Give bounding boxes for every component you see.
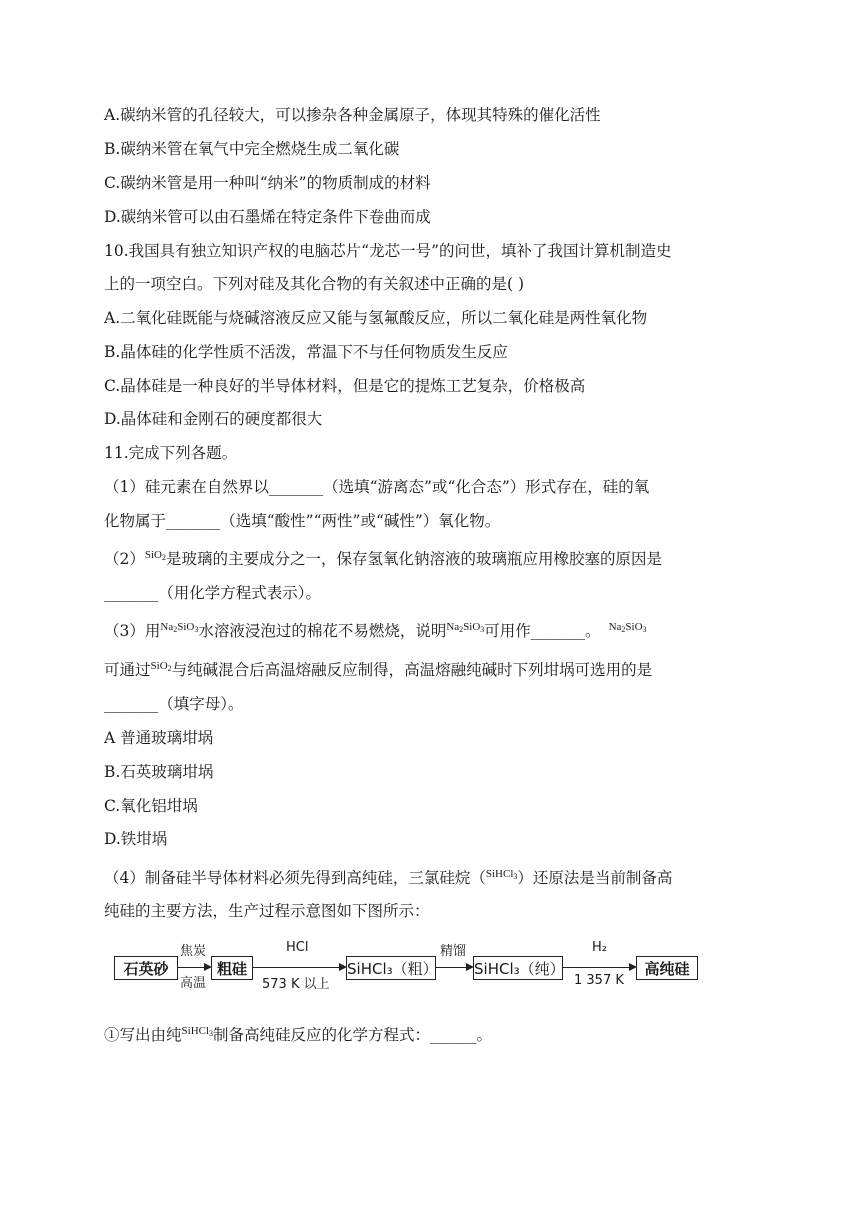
- q11-part4-line1: [104, 868, 672, 893]
- formula-sio2: SiO2: [144, 549, 166, 562]
- option-b-carbon-nanotube: B.碳纳米管在氧气中完全燃烧生成二氧化碳: [104, 140, 400, 158]
- option-c-silicon: C.晶体硅是一种良好的半导体材料，但是它的提炼工艺复杂，价格极高: [104, 377, 586, 395]
- flow-label-hcl: HCl: [286, 940, 309, 955]
- question-10-stem-cont: 上的一项空白。下列对硅及其化合物的有关叙述中正确的是( ): [104, 275, 525, 293]
- question-11-heading: 11.完成下列各题。: [104, 444, 238, 462]
- formula-sihcl3: SiHCl3: [181, 1025, 214, 1038]
- flow-label-coke: 焦炭: [180, 944, 207, 959]
- production-flow-diagram: [114, 940, 704, 990]
- flow-label-573k: 573 K 以上: [262, 977, 330, 992]
- q11-part3-line2: [104, 660, 652, 685]
- formula-na2sio3: Na2SiO3: [446, 621, 485, 634]
- part2-label: （2）: [104, 550, 145, 568]
- option-d-silicon: D.晶体硅和金刚石的硬度都很大: [104, 410, 323, 428]
- flow-label-distill: 精馏: [440, 944, 467, 959]
- flow-box-sihcl3-crude: SiHCl₃（粗）: [346, 956, 436, 980]
- part3-label: （3）用: [104, 622, 161, 640]
- option-a-silicon: A.二氧化硅既能与烧碱溶液反应又能与氢氟酸反应，所以二氧化硅是两性氧化物: [104, 309, 648, 327]
- crucible-option-a: A 普通玻璃坩埚: [104, 729, 214, 747]
- formula-sio2: SiO2: [150, 660, 172, 673]
- part3-text-4: 与纯碱混合后高温熔融反应制得，高温熔融纯碱时下列坩埚可选用的是: [171, 661, 653, 679]
- q11-part1-line1: （1）硅元素在自然界以_______（选填“游离态”或“化合态”）形式存在，硅的氧: [104, 478, 650, 496]
- option-a-carbon-nanotube: A.碳纳米管的孔径较大，可以掺杂各种金属原子，体现其特殊的催化活性: [104, 106, 601, 124]
- q11-part4-line2: 纯硅的主要方法，生产过程示意图如下图所示：: [104, 902, 430, 920]
- q11-part2-line1: [104, 549, 662, 574]
- flow-arrow-3: [436, 967, 472, 968]
- subq1-text-2: 制备高纯硅反应的化学方程式：______。: [213, 1026, 493, 1044]
- part2-text: 是玻璃的主要成分之一，保存氢氧化钠溶液的玻璃瓶应用橡胶塞的原因是: [166, 550, 663, 568]
- flow-arrow-4: [563, 967, 635, 968]
- crucible-option-d: D.铁坩埚: [104, 830, 168, 848]
- flow-arrow-2: [253, 967, 345, 968]
- crucible-option-c: C.氧化铝坩埚: [104, 797, 198, 815]
- part3-text-3: 可通过: [104, 661, 151, 679]
- flow-label-h2: H₂: [592, 940, 607, 955]
- flow-arrow-1: [178, 967, 210, 968]
- flow-box-sihcl3-pure: SiHCl₃（纯）: [473, 956, 563, 980]
- option-b-silicon: B.晶体硅的化学性质不活泼，常温下不与任何物质发生反应: [104, 343, 508, 361]
- part3-text-1: 水溶液浸泡过的棉花不易燃烧，说明: [198, 622, 447, 640]
- part4-text-1: （4）制备硅半导体材料必须先得到高纯硅，三氯硅烷（: [104, 869, 486, 887]
- formula-na2sio3: Na2SiO3: [608, 621, 647, 634]
- part3-text-2: 可用作_______。: [484, 622, 601, 640]
- subq1-text-1: ①写出由纯: [104, 1026, 182, 1044]
- flow-box-quartz-sand: 石英砂: [114, 956, 178, 980]
- flow-box-crude-silicon: 粗硅: [211, 956, 253, 980]
- question-10-stem: 10.我国具有独立知识产权的电脑芯片“龙芯一号”的问世，填补了我国计算机制造史: [104, 242, 672, 260]
- part4-text-2: ）还原法是当前制备高: [517, 869, 673, 887]
- crucible-option-b: B.石英玻璃坩埚: [104, 763, 214, 781]
- formula-sihcl3: SiHCl3: [485, 868, 518, 881]
- option-d-carbon-nanotube: D.碳纳米管可以由石墨烯在特定条件下卷曲而成: [104, 208, 431, 226]
- q11-part2-line2: _______（用化学方程式表示）。: [104, 584, 322, 602]
- q11-part3-line1: [104, 621, 647, 646]
- q11-part3-line3: _______（填字母）。: [104, 695, 244, 713]
- formula-na2sio3: Na2SiO3: [160, 621, 199, 634]
- flow-label-1357k: 1 357 K: [574, 973, 624, 988]
- flow-box-high-purity-silicon: 高纯硅: [636, 956, 698, 980]
- flow-label-high-temp: 高温: [180, 976, 207, 991]
- q11-part4-subq1: [104, 1025, 492, 1050]
- q11-part1-line2: 化物属于_______（选填“酸性”“两性”或“碱性”）氧化物。: [104, 512, 501, 530]
- option-c-carbon-nanotube: C.碳纳米管是用一种叫“纳米”的物质制成的材料: [104, 174, 431, 192]
